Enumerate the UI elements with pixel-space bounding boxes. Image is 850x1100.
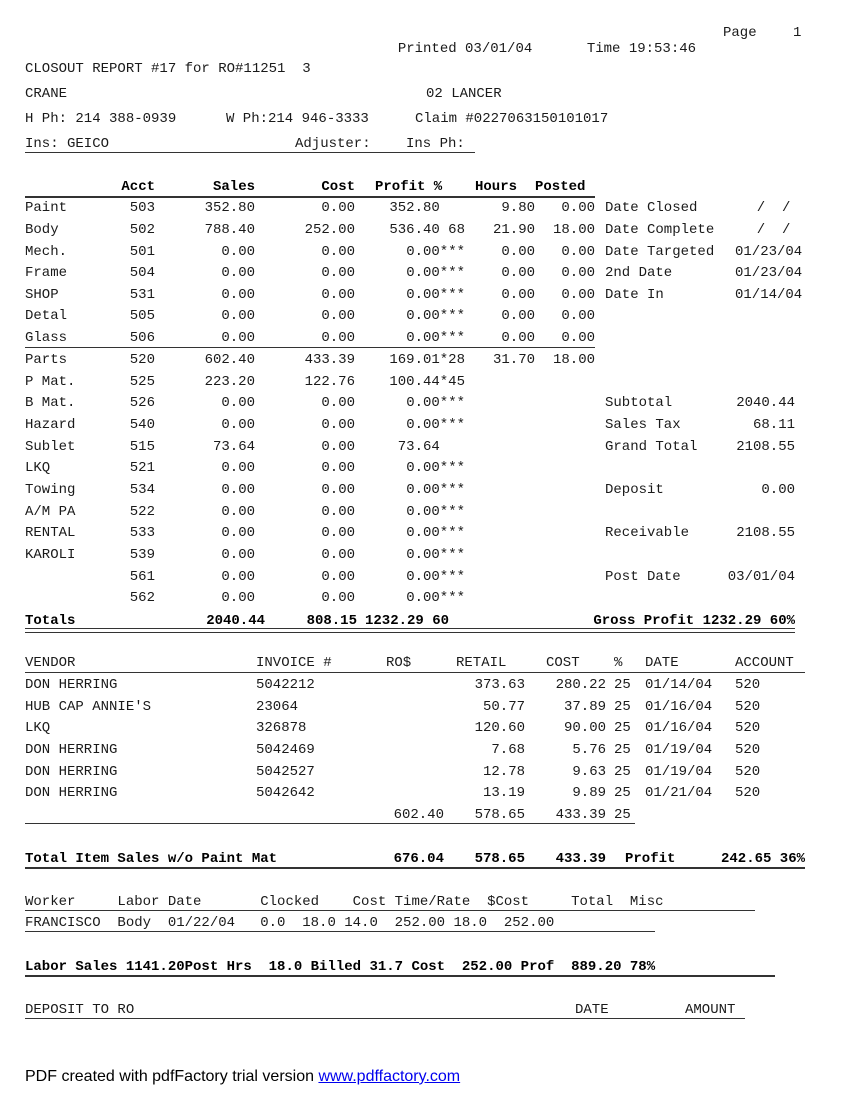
date-value: 01/14/04 xyxy=(735,287,803,303)
vendor-col-vendor: VENDOR xyxy=(25,655,76,671)
account-cost: 0.00 xyxy=(321,200,355,216)
vendor-col-invoice: INVOICE # xyxy=(256,655,332,671)
item-retail-value: 578.65 xyxy=(474,851,525,867)
account-profit: 0.00*** xyxy=(406,482,465,498)
account-sales: 602.40 xyxy=(204,352,255,368)
pdf-footer xyxy=(25,1068,460,1086)
account-sales: 0.00 xyxy=(221,265,255,281)
date-value: / / xyxy=(740,200,791,216)
account-profit: 0.00*** xyxy=(406,417,465,433)
vendor-col-cost: COST xyxy=(546,655,580,671)
vendor-total-pct: 25 xyxy=(614,807,631,823)
deposit-label: Deposit xyxy=(605,482,664,498)
subtotal-label: Subtotal xyxy=(605,395,673,411)
account-cost: 0.00 xyxy=(321,504,355,520)
account-profit: 0.00*** xyxy=(406,547,465,563)
account-profit: 0.00*** xyxy=(406,504,465,520)
vendor-invoice: 23064 xyxy=(256,699,299,715)
vendor-vendor: DON HERRING xyxy=(25,764,118,780)
account-profit: 536.40 68 xyxy=(389,222,465,238)
account-profit: 169.01*28 xyxy=(389,352,465,368)
account-name: Glass xyxy=(25,330,68,346)
divider xyxy=(25,196,595,198)
vendor-account: 520 xyxy=(735,720,761,736)
account-profit: 73.64 xyxy=(397,439,465,455)
account-cost: 0.00 xyxy=(321,547,355,563)
account-name: Frame xyxy=(25,265,68,281)
vendor-retail: 7.68 xyxy=(491,742,525,758)
adjuster: Adjuster: xyxy=(295,136,371,152)
deposit-amount-label: AMOUNT xyxy=(685,1002,736,1018)
account-name: A/M PA xyxy=(25,504,76,520)
divider xyxy=(25,152,475,153)
col-profit: Profit % xyxy=(375,179,443,195)
totals-sales: 2040.44 xyxy=(206,613,265,629)
vendor-total-ros: 602.40 xyxy=(393,807,444,823)
deposit-to-ro-label: DEPOSIT TO RO xyxy=(25,1002,135,1018)
account-acct: 520 xyxy=(129,352,155,368)
account-name: Sublet xyxy=(25,439,76,455)
account-sales: 0.00 xyxy=(221,547,255,563)
page-label: Page xyxy=(723,25,757,41)
vendor-account: 520 xyxy=(735,677,761,693)
vendor-cost: 5.76 xyxy=(572,742,606,758)
vendor-vendor: DON HERRING xyxy=(25,677,118,693)
account-sales: 788.40 xyxy=(204,222,255,238)
account-name: Body xyxy=(25,222,59,238)
totals-cost: 808.15 xyxy=(306,613,357,629)
account-profit: 0.00*** xyxy=(406,525,465,541)
account-name: Mech. xyxy=(25,244,68,260)
sales-tax-value: 68.11 xyxy=(752,417,795,433)
divider xyxy=(25,867,805,869)
vendor-cost: 90.00 xyxy=(563,720,606,736)
vendor-date: 01/19/04 xyxy=(645,742,713,758)
home-phone: H Ph: 214 388-0939 xyxy=(25,111,177,127)
account-posted: 0.00 xyxy=(561,330,595,346)
insurance-phone: Ins Ph: xyxy=(406,136,465,152)
account-sales: 0.00 xyxy=(221,330,255,346)
account-acct: 505 xyxy=(129,308,155,324)
double-divider xyxy=(25,628,795,633)
vendor-invoice: 5042469 xyxy=(256,742,315,758)
print-header xyxy=(381,25,532,57)
time-value: 19:53:46 xyxy=(628,41,697,57)
labor-header: Worker Labor Date Clocked Cost Time/Rate $Cost Total Misc xyxy=(25,894,664,910)
vendor-account: 520 xyxy=(735,742,761,758)
account-cost: 0.00 xyxy=(321,590,355,606)
account-profit: 100.44*45 xyxy=(389,374,465,390)
vendor-total-cost: 433.39 xyxy=(555,807,606,823)
vendor-vendor: LKQ xyxy=(25,720,51,736)
date-label: Date In xyxy=(605,287,664,303)
vendor-col-retail: RETAIL xyxy=(456,655,507,671)
account-acct: 540 xyxy=(129,417,155,433)
date-value: / / xyxy=(740,222,791,238)
vendor-retail: 120.60 xyxy=(474,720,525,736)
account-sales: 0.00 xyxy=(221,287,255,303)
totals-profit: 1232.29 60 xyxy=(365,613,450,629)
time-label: Time xyxy=(586,41,621,57)
account-acct: 502 xyxy=(129,222,155,238)
account-cost: 0.00 xyxy=(321,482,355,498)
account-cost: 0.00 xyxy=(321,287,355,303)
totals-label: Totals xyxy=(25,613,76,629)
labor-summary: Labor Sales 1141.20Post Hrs 18.0 Billed 31.7 Cost 252.00 Prof 889.20 78% xyxy=(25,959,656,975)
account-profit: 0.00*** xyxy=(406,265,465,281)
account-sales: 0.00 xyxy=(221,525,255,541)
report-title: CLOSOUT REPORT #17 for RO#11251 3 xyxy=(25,61,311,77)
col-posted: Posted xyxy=(535,179,586,195)
account-acct: 534 xyxy=(129,482,155,498)
account-sales: 0.00 xyxy=(221,417,255,433)
account-acct: 515 xyxy=(129,439,155,455)
account-acct: 531 xyxy=(129,287,155,303)
account-name: P Mat. xyxy=(25,374,76,390)
vendor-retail: 373.63 xyxy=(474,677,525,693)
account-sales: 0.00 xyxy=(221,569,255,585)
receivable-value: 2108.55 xyxy=(736,525,795,541)
date-value: 01/23/04 xyxy=(735,265,803,281)
account-acct: 504 xyxy=(129,265,155,281)
receivable-label: Receivable xyxy=(605,525,690,541)
account-sales: 0.00 xyxy=(221,244,255,260)
printed-label: Printed xyxy=(397,41,457,57)
vendor-retail: 50.77 xyxy=(482,699,525,715)
item-sales-label: Total Item Sales w/o Paint Mat xyxy=(25,851,278,867)
vendor-account: 520 xyxy=(735,699,761,715)
account-profit: 0.00*** xyxy=(406,308,465,324)
date-label: Date Complete xyxy=(605,222,715,238)
deposit-value: 0.00 xyxy=(761,482,795,498)
account-cost: 0.00 xyxy=(321,395,355,411)
vendor-account: 520 xyxy=(735,785,761,801)
account-posted: 0.00 xyxy=(561,287,595,303)
account-name: Towing xyxy=(25,482,76,498)
date-label: Date Closed xyxy=(605,200,698,216)
printed-date: 03/01/04 xyxy=(465,41,533,57)
account-sales: 0.00 xyxy=(221,590,255,606)
item-sales-value: 676.04 xyxy=(393,851,444,867)
vendor-date: 01/14/04 xyxy=(645,677,713,693)
vendor-date: 01/21/04 xyxy=(645,785,713,801)
claim-number: Claim #0227063150101017 xyxy=(415,111,609,127)
grand-total-label: Grand Total xyxy=(605,439,698,455)
gross-profit: Gross Profit 1232.29 60% xyxy=(593,613,795,629)
vendor-col-pct: % xyxy=(614,655,623,671)
account-cost: 0.00 xyxy=(321,265,355,281)
account-name: SHOP xyxy=(25,287,59,303)
account-hours: 0.00 xyxy=(501,330,535,346)
vendor-cost: 9.89 xyxy=(572,785,606,801)
account-name: B Mat. xyxy=(25,395,76,411)
account-cost: 122.76 xyxy=(304,374,355,390)
insurance: Ins: GEICO xyxy=(25,136,110,152)
account-hours: 9.80 xyxy=(501,200,535,216)
grand-total-value: 2108.55 xyxy=(736,439,795,455)
account-name: Hazard xyxy=(25,417,76,433)
account-posted: 0.00 xyxy=(561,244,595,260)
account-profit: 0.00*** xyxy=(406,287,465,303)
account-cost: 0.00 xyxy=(321,330,355,346)
account-acct: 522 xyxy=(129,504,155,520)
account-cost: 252.00 xyxy=(304,222,355,238)
vendor-invoice: 5042642 xyxy=(256,785,315,801)
account-hours: 0.00 xyxy=(501,308,535,324)
account-sales: 0.00 xyxy=(221,460,255,476)
col-sales: Sales xyxy=(212,179,255,195)
account-hours: 0.00 xyxy=(501,287,535,303)
divider xyxy=(25,823,635,824)
vendor-vendor: DON HERRING xyxy=(25,785,118,801)
account-name: RENTAL xyxy=(25,525,76,541)
account-posted: 18.00 xyxy=(552,222,595,238)
account-posted: 0.00 xyxy=(561,265,595,281)
vendor-date: 01/19/04 xyxy=(645,764,713,780)
account-posted: 0.00 xyxy=(561,308,595,324)
account-sales: 0.00 xyxy=(221,482,255,498)
vendor-date: 01/16/04 xyxy=(645,720,713,736)
account-sales: 223.20 xyxy=(204,374,255,390)
account-profit: 0.00*** xyxy=(406,244,465,260)
vendor-col-account: ACCOUNT xyxy=(735,655,794,671)
account-cost: 0.00 xyxy=(321,308,355,324)
labor-row: FRANCISCO Body 01/22/04 0.0 18.0 14.0 252.00 18.0 252.00 xyxy=(25,915,555,931)
account-sales: 73.64 xyxy=(212,439,255,455)
account-acct: 539 xyxy=(129,547,155,563)
account-sales: 0.00 xyxy=(221,308,255,324)
divider xyxy=(25,1018,745,1019)
divider xyxy=(25,931,655,932)
account-posted: 18.00 xyxy=(552,352,595,368)
vendor-cost: 9.63 xyxy=(572,764,606,780)
account-hours: 0.00 xyxy=(501,265,535,281)
account-acct: 501 xyxy=(129,244,155,260)
account-profit: 0.00*** xyxy=(406,569,465,585)
divider xyxy=(25,672,805,673)
vendor-vendor: DON HERRING xyxy=(25,742,118,758)
vendor-cost: 280.22 xyxy=(555,677,606,693)
vendor-cost: 37.89 xyxy=(563,699,606,715)
account-acct: 562 xyxy=(129,590,155,606)
pdffactory-link[interactable]: www.pdffactory.com xyxy=(318,1068,461,1085)
divider xyxy=(25,347,595,348)
vendor-col-date: DATE xyxy=(645,655,679,671)
col-cost: Cost xyxy=(321,179,355,195)
vendor-invoice: 5042527 xyxy=(256,764,315,780)
vendor-pct: 25 xyxy=(614,742,631,758)
deposit-date-label: DATE xyxy=(575,1002,609,1018)
sales-tax-label: Sales Tax xyxy=(605,417,681,433)
divider xyxy=(25,975,775,977)
account-cost: 0.00 xyxy=(321,569,355,585)
vendor-vendor: HUB CAP ANNIE'S xyxy=(25,699,152,715)
account-posted: 0.00 xyxy=(561,200,595,216)
account-name: KAROLI xyxy=(25,547,76,563)
subtotal-value: 2040.44 xyxy=(736,395,795,411)
account-profit: 352.80 xyxy=(389,200,465,216)
account-profit: 0.00*** xyxy=(406,330,465,346)
account-cost: 433.39 xyxy=(304,352,355,368)
account-acct: 525 xyxy=(129,374,155,390)
vendor-pct: 25 xyxy=(614,785,631,801)
vendor-account: 520 xyxy=(735,764,761,780)
account-acct: 561 xyxy=(129,569,155,585)
account-profit: 0.00*** xyxy=(406,460,465,476)
account-acct: 503 xyxy=(129,200,155,216)
account-name: Detal xyxy=(25,308,68,324)
date-label: 2nd Date xyxy=(605,265,673,281)
col-acct: Acct xyxy=(121,179,155,195)
account-acct: 521 xyxy=(129,460,155,476)
account-acct: 526 xyxy=(129,395,155,411)
divider xyxy=(25,910,755,911)
vendor-col-ros: RO$ xyxy=(386,655,412,671)
vendor-retail: 12.78 xyxy=(482,764,525,780)
vendor-invoice: 326878 xyxy=(256,720,307,736)
account-name: Parts xyxy=(25,352,68,368)
work-phone: W Ph:214 946-3333 xyxy=(226,111,369,127)
page-number: 1 xyxy=(793,25,802,41)
account-cost: 0.00 xyxy=(321,244,355,260)
item-cost-value: 433.39 xyxy=(555,851,606,867)
time-stamp xyxy=(570,25,696,57)
item-profit-value: 242.65 36% xyxy=(720,851,805,867)
account-sales: 0.00 xyxy=(221,395,255,411)
vendor-pct: 25 xyxy=(614,677,631,693)
account-sales: 352.80 xyxy=(204,200,255,216)
account-hours: 0.00 xyxy=(501,244,535,260)
item-profit-label: Profit xyxy=(625,851,676,867)
account-hours: 21.90 xyxy=(492,222,535,238)
account-acct: 533 xyxy=(129,525,155,541)
account-sales: 0.00 xyxy=(221,504,255,520)
account-profit: 0.00*** xyxy=(406,395,465,411)
date-value: 01/23/04 xyxy=(735,244,803,260)
account-name: Paint xyxy=(25,200,68,216)
account-cost: 0.00 xyxy=(321,439,355,455)
col-hours: Hours xyxy=(475,179,518,195)
post-date-label: Post Date xyxy=(605,569,681,585)
account-name: LKQ xyxy=(25,460,51,476)
account-profit: 0.00*** xyxy=(406,590,465,606)
account-cost: 0.00 xyxy=(321,525,355,541)
account-acct: 506 xyxy=(129,330,155,346)
account-cost: 0.00 xyxy=(321,460,355,476)
account-cost: 0.00 xyxy=(321,417,355,433)
account-hours: 31.70 xyxy=(492,352,535,368)
post-date-value: 03/01/04 xyxy=(727,569,795,585)
vendor-total-retail: 578.65 xyxy=(474,807,525,823)
vendor-retail: 13.19 xyxy=(482,785,525,801)
vendor-invoice: 5042212 xyxy=(256,677,315,693)
vendor-pct: 25 xyxy=(614,764,631,780)
vehicle: 02 LANCER xyxy=(426,86,502,102)
customer-name: CRANE xyxy=(25,86,68,102)
vendor-pct: 25 xyxy=(614,720,631,736)
vendor-date: 01/16/04 xyxy=(645,699,713,715)
vendor-pct: 25 xyxy=(614,699,631,715)
date-label: Date Targeted xyxy=(605,244,715,260)
footer-text: PDF created with pdfFactory trial version xyxy=(25,1068,319,1085)
